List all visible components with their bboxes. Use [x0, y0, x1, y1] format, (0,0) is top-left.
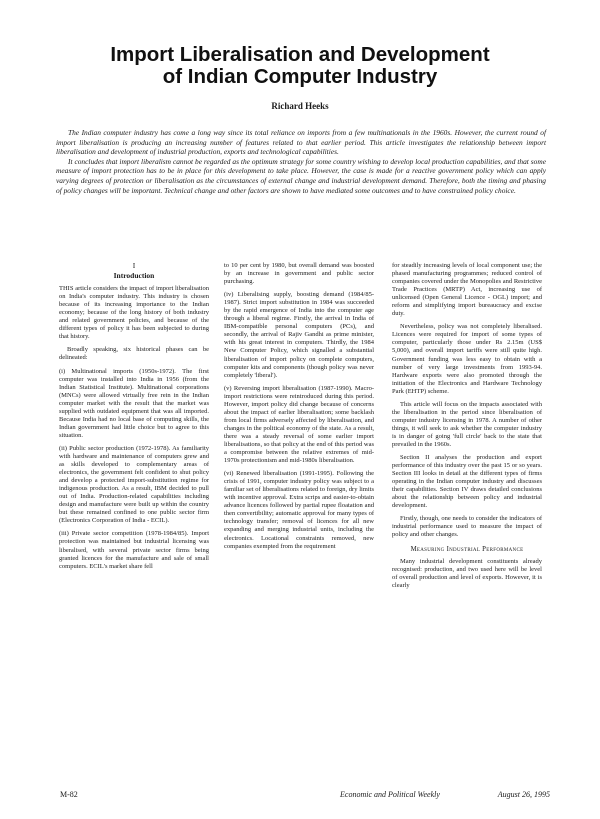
issue-date: August 26, 1995	[497, 790, 550, 799]
column-3	[392, 262, 542, 595]
intro-paragraph: THIS article considers the impact of import liberalisation on India's computer industry. This industry is chosen because of its increasing importance to the Indian economy; because of the long history of both industry and related government policies, and because of the different types of policy it has been subjected to during that history.	[59, 285, 209, 341]
column-2	[224, 262, 374, 556]
phase-4-paragraph: (iv) Liberalising supply, boosting demand (1984/85-1987). Strict import substitution in 1984 was succeeded by the rapid emergence of India into the computer age through a liberal regime. Firstly, the arrival in India of IBM-compatible personal computers (PCs), and secondly, the arrival of Rajiv Gandhi as prime minister, with his great interest in computers. Thirdly, the 1984 New Computer Policy, which signalled a substantial liberalisation of import policy on complete computers, computer kits and components (though policy was never completely 'liberal').	[224, 291, 374, 379]
article-title	[40, 44, 560, 88]
phase-3-paragraph: (iii) Private sector competition (1978-1984/85). Import protection was maintained but industrial licensing was liberalised, with several private sector firms being granted licences for the manufacture and sale of small computers. ECIL's market share fell	[59, 530, 209, 570]
phase-5-paragraph: (v) Reversing import liberalisation (1987-1990). Macro-import restrictions were reintroduced during this period. However, import policy did change because of concerns about the impact of earlier liberalisation; some backlash from local firms adversely affected by liberalisation, and changes in the political economy of the state. As a result, there was a steady reversal of some earlier import liberalisations, so that policy at the end of this period was a compromise between the relative extremes of mid-1970s protectionism and mid-1980s liberalisation.	[224, 384, 374, 465]
column-3-continuation: for steadily increasing levels of local component use; the phased manufacturing programmes; reduced control of companies covered under the Monopolies and Restrictive Trade Practices (MRTP) Act, increasing use of unlicensed (Open General Licence - OGL) import; and reform and simplifying import bureaucracy and excise duty.	[392, 262, 542, 318]
title-line-1: Import Liberalisation and Development	[110, 43, 490, 66]
column-3-paragraph-4: Section II analyses the production and export performance of this industry over the past 15 or so years. Section III looks in detail at the different types of firms operating in the Indian computer industry and discusses their capabilities. Section IV draws detailed conclusions about the relationship between policy and industrial development.	[392, 454, 542, 510]
journal-name: Economic and Political Weekly	[340, 790, 440, 799]
section-heading: Introduction	[113, 271, 155, 281]
column-3-paragraph-3: This article will focus on the impacts associated with the liberalisation in the period since liberalisation of computer industry licensing in 1978. A number of other things, it will seek to ask whether the computer industry is in danger of going 'full circle' back to the state that prevailed in the 1960s.	[392, 400, 542, 448]
abstract-paragraph-1: The Indian computer industry has come a long way since its total reliance on imports from a few multinationals in the 1960s. However, the current round of import liberalisation is producing an increasing number of features related to that earlier period. This article investigates the relationship between import liberalisation and development of industrial production, exports and technological capabilities.	[56, 128, 546, 157]
phase-2-paragraph: (ii) Public sector production (1972-1978). As familiarity with hardware and maintenance of computers grew and as skills developed to complementary areas of electronics, the government felt confident to shut policy and develop a protected import-substitution regime for indigenous production. As a result, IBM decided to pull out of India. Production-related capabilities including design and manufacture were built up within the country but these remained confined to one public sector firm (Electronics Corporation of India - ECIL).	[59, 444, 209, 525]
intro-paragraph-2: Broadly speaking, six historical phases can be delineated:	[59, 346, 209, 362]
title-line-2: of Indian Computer Industry	[162, 65, 438, 88]
column-3-paragraph-6: Many industrial development constituents already recognised: production, and two used here will be level of overall production and level of exports. However, it is clearly	[392, 557, 542, 589]
abstract	[56, 128, 546, 195]
abstract-paragraph-2: It concludes that import liberalism cannot be regarded as the optimum strategy for some country wishing to develop local production capabilities, and that some measure of import protection has to be in place for this development to take place. However, the case is made for a reactive government policy which can apply varying degrees of protection or liberalisation as the circumstances of external change and industrial development demand. Therefore, both the timing and phasing of policy changes will be important. Technical change and other factors are shown to have mediated some outcomes and to have constrained policy choice.	[56, 156, 546, 195]
page-number: M-82	[60, 790, 78, 799]
column-3-paragraph-2: Nevertheless, policy was not completely liberalised. Licences were required for import of some types of computer, particularly those under Rs 2.15m (US$ 5,000), and overall import tariffs were still quite high. Government funding was less easy to obtain with a number of very large investments from 1993-94. Hardware exports were also promoted through the initiation of the Electronics and Hardware Technology Park (EHTP) scheme.	[392, 323, 542, 395]
column-3-paragraph-5: Firstly, though, one needs to consider the indicators of industrial performance used to measure the impact of policy and other changes.	[392, 515, 542, 539]
author-name: Richard Heeks	[271, 101, 329, 111]
column-2-continuation: to 10 per cent by 1980, but overall demand was boosted by an increase in government and public sector purchasing.	[224, 262, 374, 286]
phase-6-paragraph: (vi) Renewed liberalisation (1991-1995). Following the crisis of 1991, computer industry policy was subject to a familiar set of liberalisations related to foreign, dry limits with incentive approval. Extra scrips and easier-to-obtain advance licences followed by partial rupee floatation and then convertibility; automatic approval for many types of technology transfer; removal of licences for all new expanding and merging industrial units, including the electronics. Locational constraints removed, new companies exempted from the requirement	[224, 470, 374, 550]
subsection-heading: Measuring Industrial Performance	[410, 545, 524, 553]
phase-1-paragraph: (i) Multinational imports (1950s-1972). The first computer was installed into India in 1956 (from the Indian Statistical Institute). Multinational corporations (MNCs) were allowed virtually free rein in the Indian computer market with the result that the market was supplied with outdated equipment that was all imported. Because India had no local base of computing skills, the Indian government had little choice but to agree to this situation.	[59, 367, 209, 439]
column-1	[59, 262, 209, 576]
section-number: I	[132, 261, 136, 270]
footer-right	[340, 790, 550, 799]
